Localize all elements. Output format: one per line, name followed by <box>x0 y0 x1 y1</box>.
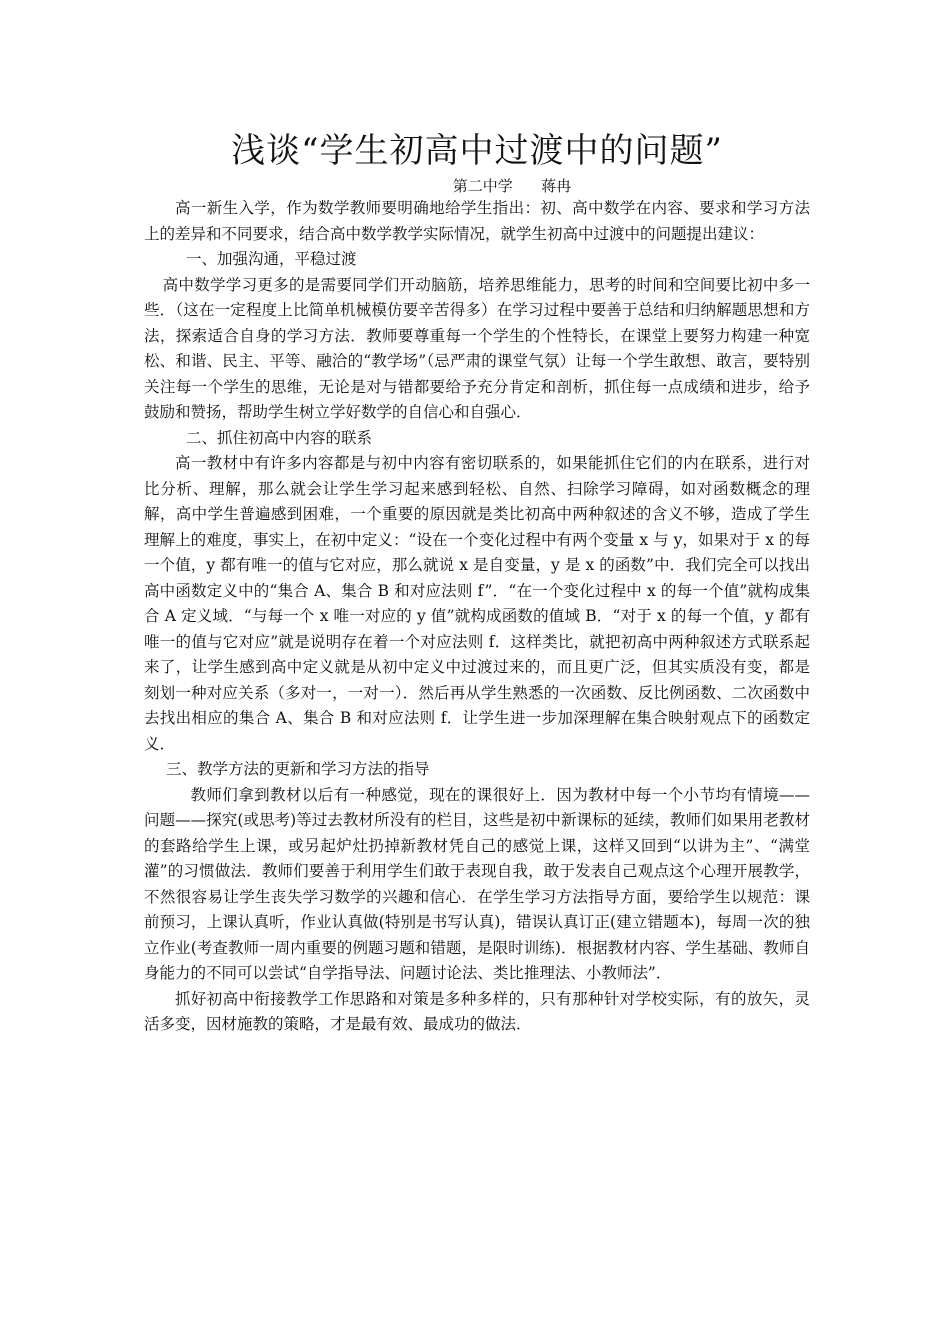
intro-paragraph: 高一新生入学，作为数学教师要明确地给学生指出：初、高中数学在内容、要求和学习方法上的差异和不同要求，结合高中数学教学实际情况，就学生初高中过渡中的问题提出建议： <box>144 199 810 243</box>
conclusion-paragraph: 抓好初高中衔接教学工作思路和对策是多种多样的，只有那种针对学校实际，有的放矢，灵活多变，因材施教的策略，才是最有效、最成功的做法． <box>144 989 810 1033</box>
section-1-paragraph: 高中数学学习更多的是需要同学们开动脑筋，培养思维能力，思考的时间和空间要比初中多一些．（这在一定程度上比简单机械模仿要辛苦得多）在学习过程中要善于总结和归纳解题思想和方法，探索适合自身的学习方法．教师要尊重每一个学生的个性特长，在课堂上要努力构建一种宽松、和谐、民主、平等、融洽的“教学场”（忌严肃的课堂气氛）让每一个学生敢想、敢言，要特别关注每一个学生的思维，无论是对与错都要给予充分肯定和剖析，抓住每一点成绩和进步，给予鼓励和赞扬，帮助学生树立学好数学的自信心和自强心． <box>144 275 810 421</box>
section-3-heading: 三、教学方法的更新和学习方法的指导 <box>166 760 430 778</box>
document-page <box>144 128 810 1038</box>
document-title: 浅谈“学生初高中过渡中的问题” <box>231 131 723 171</box>
section-2-heading: 二、抓住初高中内容的联系 <box>186 428 373 447</box>
section-2-paragraph: 高一教材中有许多内容都是与初中内容有密切联系的，如果能抓住它们的内在联系，进行对比分析、理解，那么就会让学生学习起来感到轻松、自然、扫除学习障碍，如对函数概念的理解，高中学生普遍感到困难，一个重要的原因就是类比初高中两种叙述的含义不够，造成了学生理解上的难度，事实上，在初中定义：“设在一个变化过程中有两个变量 x 与 y，如果对于 x 的每一个值，y 都有唯一的值与它对应，那么就说 x 是自变量，y 是 x 的函数”中．我们完全可以找出高中函数定义中的“集合 A、集合 B 和对应法则 f”．“在一个变化过程中 x 的每一个值”就构成集合 A 定义域．“与每一个 x 唯一对应的 y 值”就构成函数的值域 B．“对于 x 的每一个值，y 都有唯一的值与它对应”就是说明存在着一个对应法则 f．这样类比，就把初高中两种叙述方式联系起来了，让学生感到高中定义就是从初中定义中过渡过来的，而且更广泛，但其实质没有变，都是刻划一种对应关系（多对一，一对一）．然后再从学生熟悉的一次函数、反比例函数、二次函数中去找出相应的集合 A、集合 B 和对应法则 f．让学生进一步加深理解在集合映射观点下的函数定义． <box>144 454 810 753</box>
section-1-heading: 一、加强沟通，平稳过渡 <box>186 250 357 268</box>
section-3-paragraph: 教师们拿到教材以后有一种感觉，现在的课很好上．因为教材中每一个小节均有情境——问题——探究(或思考)等过去教材所没有的栏目，这些是初中新课标的延续，教师们如果用老教材的套路给学生上课，或另起炉灶扔掉新教材凭自己的感觉上课，这样又回到“以讲为主”、“满堂灌”的习惯做法．教师们要善于利用学生们敢于表现自我，敢于发表自己观点这个心理开展教学，不然很容易让学生丧失学习数学的兴趣和信心．在学生学习方法指导方面，要给学生以规范：课前预习，上课认真听，作业认真做(特别是书写认真)，错误认真订正(建立错题本)，每周一次的独立作业(考查教师一周内重要的例题习题和错题，是限时训练)．根据教材内容、学生基础、教师自身能力的不同可以尝试“自学指导法、问题讨论法、类比推理法、小教师法”． <box>144 785 810 982</box>
author-byline: 第二中学 蒋冉 <box>452 177 572 195</box>
